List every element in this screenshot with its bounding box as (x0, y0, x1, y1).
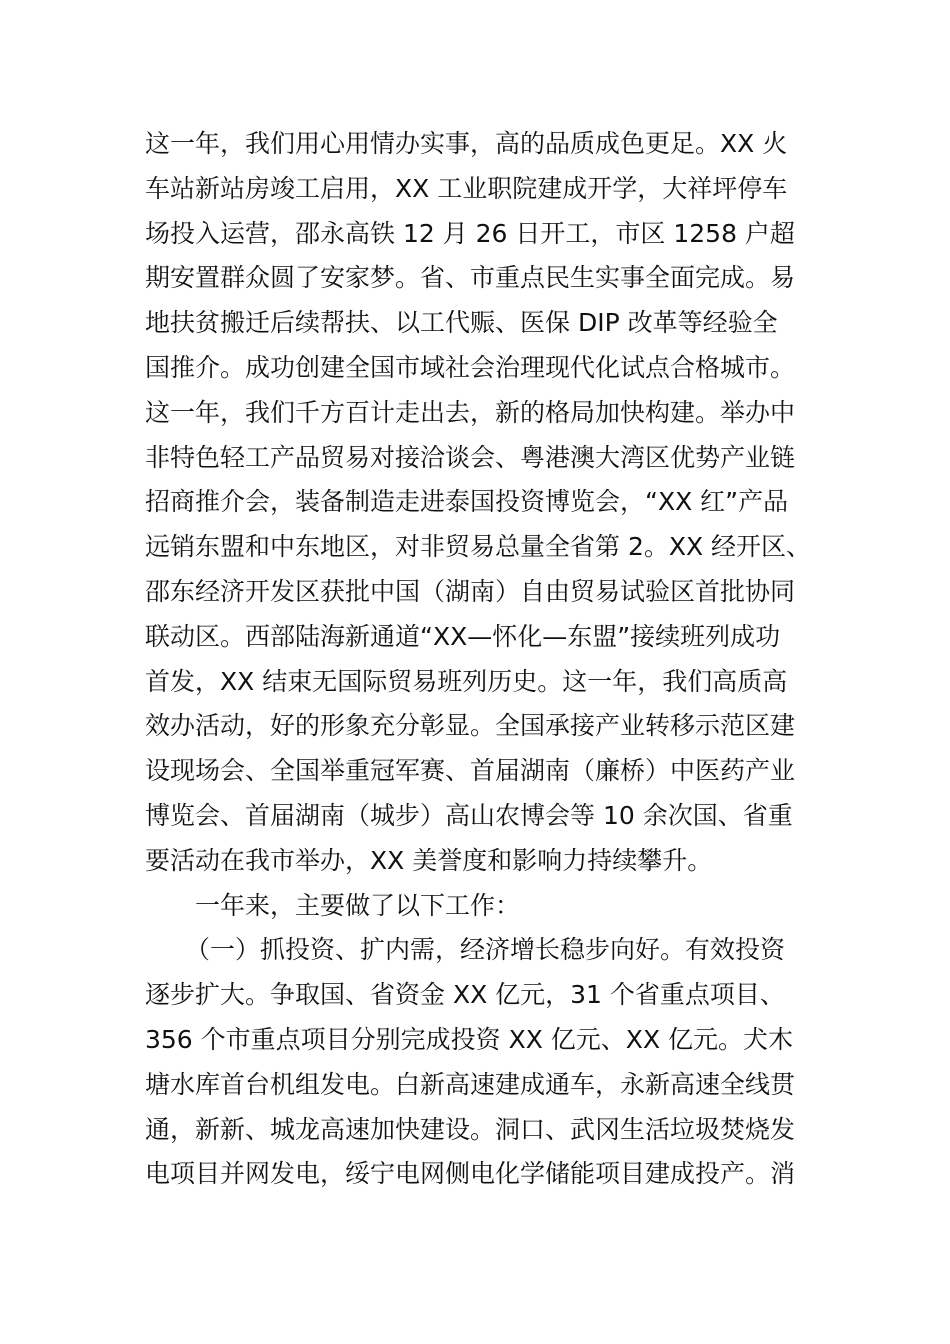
text-line: 邵东经济开发区获批中国（湖南）自由贸易试验区首批协同 (145, 576, 796, 606)
text-line: 博览会、首届湖南（城步）高山农博会等 10 余次国、省重 (145, 800, 793, 830)
text-line: 设现场会、全国举重冠军赛、首届湖南（廉桥）中医药产业 (145, 756, 796, 786)
text-line: 国推介。成功创建全国市域社会治理现代化试点合格城市。 (145, 352, 796, 382)
document-body (145, 122, 815, 1197)
text-line: 电项目并网发电，绥宁电网侧电化学储能项目建成投产。消 (145, 1159, 796, 1189)
text-line: 非特色轻工产品贸易对接洽谈会、粤港澳大湾区优势产业链 (145, 442, 796, 472)
text-line: 通，新新、城龙高速加快建设。洞口、武冈生活垃圾焚烧发 (145, 1114, 796, 1144)
text-line: 场投入运营，邵永高铁 12 月 26 日开工，市区 1258 户超 (145, 218, 795, 248)
text-line: 地扶贫搬迁后续帮扶、以工代赈、医保 DIP 改革等经验全 (145, 308, 778, 338)
text-line: 这一年，我们用心用情办实事，高的品质成色更足。XX 火 (145, 129, 788, 158)
paragraph-intro-line: 一年来，主要做了以下工作： (195, 890, 521, 920)
text-line: 远销东盟和中东地区，对非贸易总量全省第 2。XX 经开区、 (145, 532, 812, 562)
text-line: 车站新站房竣工启用，XX 工业职院建成开学，大祥坪停车 (145, 173, 788, 203)
section-heading-line: （一）抓投资、扩内需，经济增长稳步向好。有效投资 (185, 935, 786, 965)
text-line: 356 个市重点项目分别完成投资 XX 亿元、XX 亿元。犬木 (145, 1024, 794, 1054)
text-line: 塘水库首台机组发电。白新高速建成通车，永新高速全线贯 (145, 1069, 796, 1099)
text-line: 首发，XX 结束无国际贸易班列历史。这一年，我们高质高 (145, 666, 788, 696)
text-line: 要活动在我市举办，XX 美誉度和影响力持续攀升。 (145, 845, 713, 875)
text-line: 招商推介会，装备制造走进泰国投资博览会，“XX 红”产品 (145, 487, 789, 517)
text-line: 联动区。西部陆海新通道“XX—怀化—东盟”接续班列成功 (145, 621, 781, 651)
text-line: 效办活动，好的形象充分彰显。全国承接产业转移示范区建 (145, 711, 796, 741)
text-line: 逐步扩大。争取国、省资金 XX 亿元，31 个省重点项目、 (145, 980, 785, 1010)
text-line: 这一年，我们千方百计走出去，新的格局加快构建。举办中 (145, 397, 796, 427)
text-line: 期安置群众圆了安家梦。省、市重点民生实事全面完成。易 (145, 263, 796, 293)
